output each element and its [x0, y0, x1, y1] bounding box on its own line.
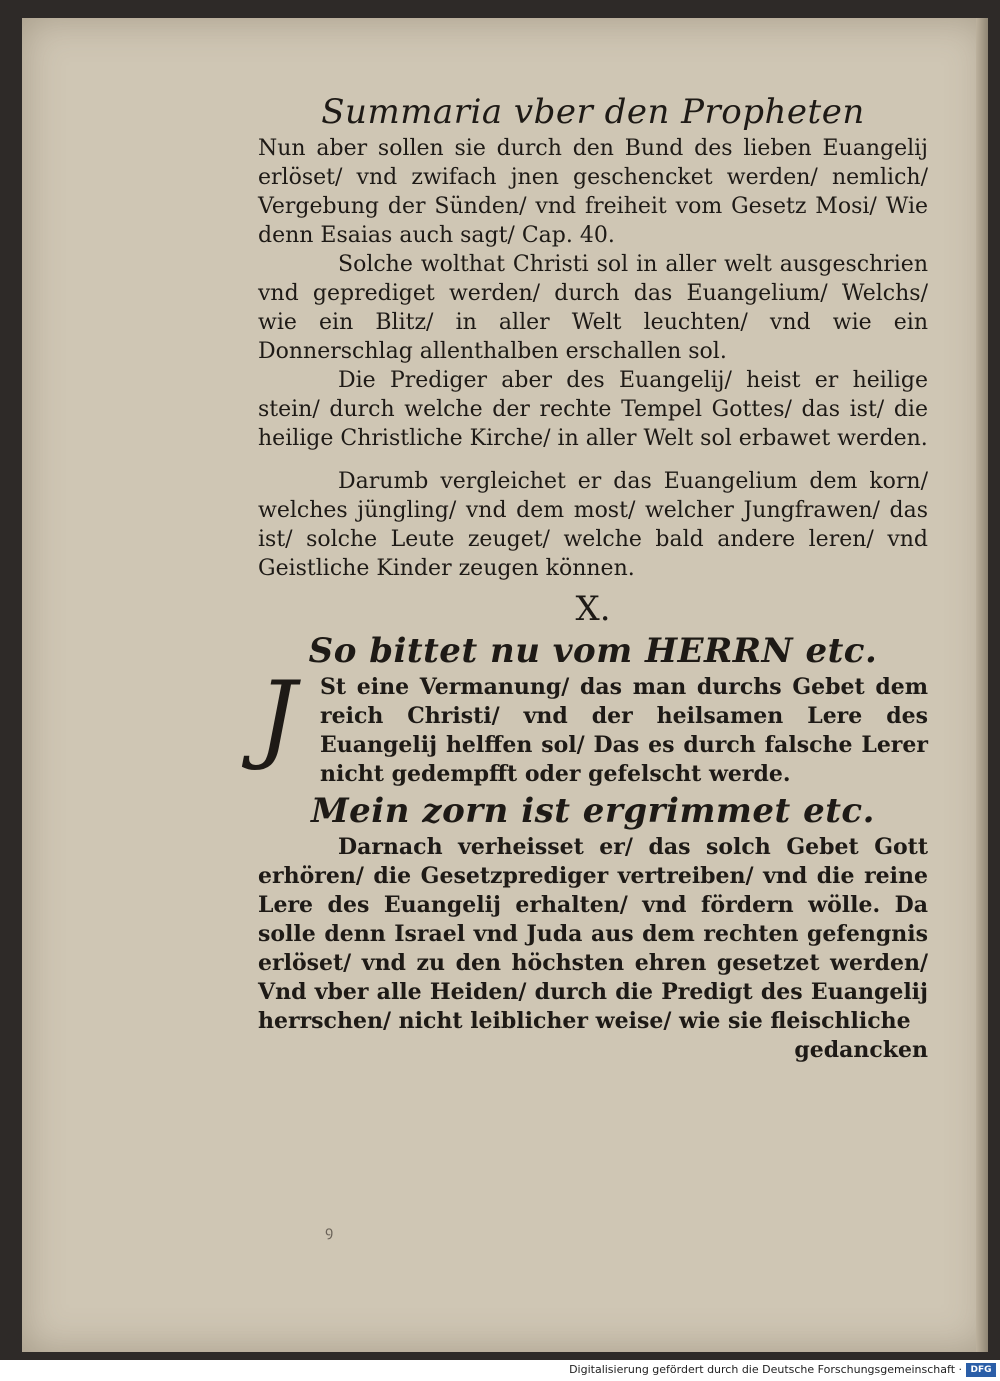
page-edge [976, 18, 988, 1352]
footer-bar [0, 1360, 1000, 1381]
section-number: X. [575, 589, 611, 629]
running-head: Summaria vber den Propheten [321, 92, 865, 132]
paragraph-1: Nun aber sollen sie durch den Bund des lieben Euangelij erlöset/ vnd zwifach jnen geschencket werden/ nemlich/ Vergebung der Sünden/ vnd freiheit vom Gesetz Mosi/ Wie denn Esaias auch sagt/ Cap. 40. [258, 136, 928, 248]
signature-mark: ꝯ [325, 1224, 334, 1240]
dfg-logo-icon[interactable]: DFG [966, 1363, 996, 1377]
catchword: gedancken [794, 1037, 928, 1063]
dropcap-paragraph [258, 661, 928, 789]
dropcap-letter: J [258, 661, 297, 773]
footer-credit: Digitalisierung gefördert durch die Deutsche Forschungsgemeinschaft · [569, 1363, 962, 1376]
subheading: Mein zorn ist ergrimmet etc. [311, 791, 875, 831]
paragraph-4: Darumb vergleichet er das Euangelium dem korn/ welches jüngling/ vnd dem most/ welcher Jungfrawen/ das ist/ solche Leute zeuget/ welche bald andere leren/ vnd Geistliche Kinder zeugen können. [258, 469, 928, 581]
paragraph-5: St eine Vermanung/ das man durchs Gebet dem reich Christi/ vnd der heilsamen Lere des Euangelij helffen sol/ Das es durch falsche Lerer nicht gedempfft oder gefelscht werde. [320, 674, 928, 787]
paragraph-6: Darnach verheisset er/ das solch Gebet Gott erhören/ die Gesetzprediger vertreiben/ vnd die reine Lere des Euangelij erhalten/ vnd fördern wölle. Da solle denn Israel vnd Juda aus dem rechten gefengnis erlöset/ vnd zu den höchsten ehren gesetzet werden/ Vnd vber alle Heiden/ durch die Predigt des Euangelij herrschen/ nicht leiblicher weise/ wie sie fleischliche [258, 834, 928, 1034]
section-heading: So bittet nu vom HERRN etc. [308, 631, 878, 671]
paragraph-2: Solche wolthat Christi sol in aller welt ausgeschrien vnd geprediget werden/ durch das Euangelium/ Welchs/ wie ein Blitz/ in aller Welt leuchten/ vnd wie ein Donnerschlag allenthalben erschallen sol. [258, 252, 928, 364]
book-page [22, 18, 988, 1352]
paragraph-3: Die Prediger aber des Euangelij/ heist er heilige stein/ durch welche der rechte Tempel Gottes/ das ist/ die heilige Christliche Kirche/ in aller Welt sol erbawet werden. [258, 368, 928, 451]
text-block [258, 90, 928, 1065]
